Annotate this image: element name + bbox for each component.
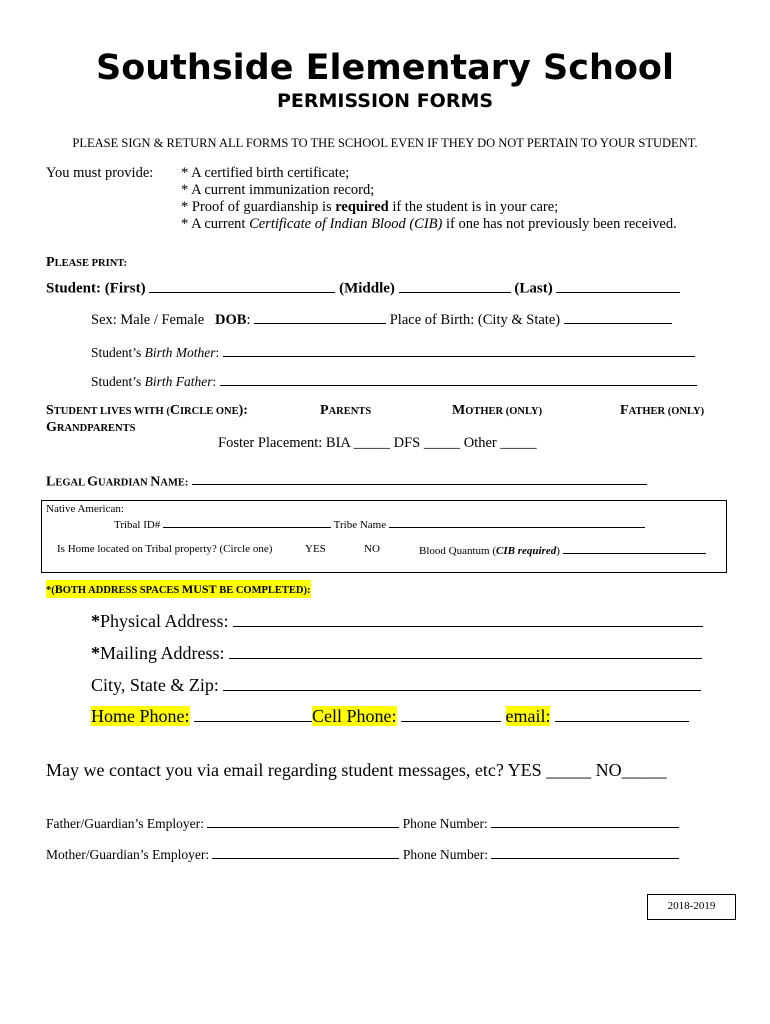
address-note-cap: B [54, 582, 63, 596]
email-label: email: [505, 706, 551, 727]
place-of-birth-field[interactable] [564, 310, 672, 324]
student-last-label: (Last) [514, 280, 553, 297]
option-parents[interactable] [320, 401, 371, 419]
mother-employer-row [46, 846, 679, 863]
address-note-rest: OTH ADDRESS SPACES [62, 585, 182, 596]
native-american-box [41, 500, 727, 573]
mother-phone-label: Phone Number: [399, 847, 492, 863]
please-print-cap: P [46, 255, 55, 270]
parents-cap: P [320, 403, 329, 418]
student-middle-label: (Middle) [339, 280, 395, 297]
mother-cap: M [452, 403, 466, 418]
student-first-field[interactable] [149, 278, 335, 293]
lives-with-end: ): [238, 403, 248, 418]
father-employer-field[interactable] [207, 815, 399, 828]
legal-guardian-row [46, 470, 647, 490]
blood-quantum-field[interactable] [563, 543, 706, 554]
mailing-address-field[interactable] [229, 642, 702, 659]
dob-label: DOB [215, 312, 247, 329]
mailing-required-star: * [91, 643, 100, 664]
physical-address-row [91, 610, 703, 632]
requirement-guardianship [181, 199, 558, 216]
sex-label: Sex: Male / Female [91, 312, 205, 329]
guardian-cap-l: L [46, 474, 56, 490]
birth-father-row [91, 373, 697, 390]
guardian-rest-uardian: UARDIAN [98, 477, 151, 489]
phone-email-row [91, 705, 689, 727]
tribe-name-field[interactable] [389, 517, 645, 528]
address-note-open: *( [46, 585, 55, 596]
dob-colon: : [246, 312, 251, 329]
birth-mother-row [91, 344, 695, 361]
lives-with-label [46, 401, 248, 419]
birth-father-label-pre: Student’s [91, 374, 145, 390]
tribal-id-row [114, 517, 645, 531]
birth-mother-field[interactable] [223, 344, 695, 357]
option-grandparents[interactable] [46, 418, 135, 436]
native-american-heading: Native American: [46, 503, 124, 515]
student-middle-field[interactable] [399, 278, 511, 293]
dob-field[interactable] [254, 310, 386, 324]
student-name-row [46, 278, 680, 298]
grandparents-cap: G [46, 420, 57, 435]
form-title: PERMISSION FORMS [276, 90, 494, 112]
please-print-rest: LEASE PRINT: [54, 258, 128, 269]
circle-cap: C [169, 403, 180, 418]
guardian-rest-ame: AME: [160, 477, 189, 489]
requirement-guardianship-bold: required [335, 199, 389, 215]
birth-mother-label-italic: Birth Mother [144, 345, 216, 361]
physical-address-label: Physical Address: [100, 611, 229, 632]
city-state-zip-row [91, 674, 701, 696]
home-phone-label: Home Phone: [91, 706, 190, 727]
requirement-cib-text: * A current [181, 216, 250, 232]
birth-father-label-italic: Birth Father [144, 374, 213, 390]
father-phone-field[interactable] [491, 815, 679, 828]
mailing-address-label: Mailing Address: [100, 643, 225, 664]
requirement-cib-text-end: if one has not previously been received. [442, 216, 677, 232]
student-first-label: Student: (First) [46, 280, 146, 297]
city-state-zip-label: City, State & Zip: [91, 675, 219, 696]
father-cap: F [620, 403, 629, 418]
requirement-immunization: * A current immunization record; [181, 182, 375, 198]
tribal-property-question: Is Home located on Tribal property? (Circle one) [57, 543, 273, 555]
grandparents-rest: RANDPARENTS [56, 423, 136, 434]
option-father-only[interactable] [620, 401, 704, 419]
tribal-property-no[interactable]: NO [364, 543, 380, 555]
city-state-zip-field[interactable] [223, 674, 701, 691]
birth-mother-colon: : [215, 345, 220, 361]
requirement-guardianship-text: * Proof of guardianship is [181, 199, 336, 215]
address-note-must: MUST [181, 582, 217, 596]
requirement-guardianship-text-end: if the student is in your care; [388, 199, 559, 215]
email-field[interactable] [555, 705, 689, 722]
blood-quantum-row [419, 543, 706, 557]
cell-phone-field[interactable] [401, 705, 501, 722]
mailing-address-row [91, 642, 702, 664]
blood-quantum-close: ) [556, 544, 560, 557]
address-required-note [46, 580, 311, 598]
father-employer-row [46, 815, 679, 832]
mother-phone-field[interactable] [491, 846, 679, 859]
guardian-rest-egal: EGAL [55, 477, 88, 489]
circle-rest: IRCLE ONE [179, 406, 239, 417]
requirement-cib-italic: Certificate of Indian Blood (CIB) [249, 216, 443, 232]
student-last-field[interactable] [556, 278, 680, 293]
father-phone-label: Phone Number: [399, 816, 492, 832]
requirement-birth-certificate: * A certified birth certificate; [181, 165, 350, 181]
tribal-id-label: Tribal ID# [114, 518, 161, 531]
foster-placement: Foster Placement: BIA _____ DFS _____ Other _____ [218, 435, 537, 451]
guardian-cap-n: N [150, 474, 161, 490]
requirements-label: You must provide: [46, 165, 154, 181]
tribe-name-label: Tribe Name [333, 518, 387, 531]
option-mother-only[interactable] [452, 401, 542, 419]
father-employer-label: Father/Guardian’s Employer: [46, 816, 208, 832]
address-note-close: ): [303, 585, 311, 596]
cib-required-label: CIB required [496, 544, 557, 557]
school-year: 2018-2019 [667, 900, 716, 912]
return-notice: PLEASE SIGN & RETURN ALL FORMS TO THE SCHOOL EVEN IF THEY DO NOT PERTAIN TO YOUR STUDENT. [72, 136, 698, 150]
address-note-completed: BE COMPLETED [216, 585, 304, 596]
requirement-cib [181, 216, 677, 233]
mother-employer-label: Mother/Guardian’s Employer: [46, 847, 213, 863]
guardian-cap-g: G [87, 474, 99, 490]
sex-dob-row [91, 310, 672, 329]
cell-phone-label: Cell Phone: [312, 706, 397, 727]
school-name: Southside Elementary School [96, 48, 674, 88]
please-print-heading [46, 253, 127, 271]
mother-employer-field[interactable] [212, 846, 399, 859]
blood-quantum-label: Blood Quantum ( [419, 544, 496, 557]
lives-with-cap: S [46, 403, 54, 418]
email-contact-question: May we contact you via email regarding student messages, etc? YES _____ NO_____ [46, 760, 667, 780]
tribal-id-field[interactable] [163, 517, 331, 528]
tribal-property-yes[interactable]: YES [305, 543, 326, 555]
physical-address-field[interactable] [233, 610, 703, 627]
birth-father-field[interactable] [220, 373, 697, 386]
birth-father-colon: : [212, 374, 217, 390]
home-phone-field[interactable] [194, 705, 312, 722]
physical-required-star: * [91, 611, 100, 632]
lives-with-rest: TUDENT LIVES WITH ( [53, 406, 170, 417]
father-rest: ATHER (ONLY) [628, 406, 705, 417]
legal-guardian-field[interactable] [192, 470, 647, 485]
parents-rest: ARENTS [328, 406, 372, 417]
place-of-birth-label: Place of Birth: (City & State) [389, 312, 561, 329]
birth-mother-label-pre: Student’s [91, 345, 145, 361]
mother-rest: OTHER (ONLY) [465, 406, 543, 417]
